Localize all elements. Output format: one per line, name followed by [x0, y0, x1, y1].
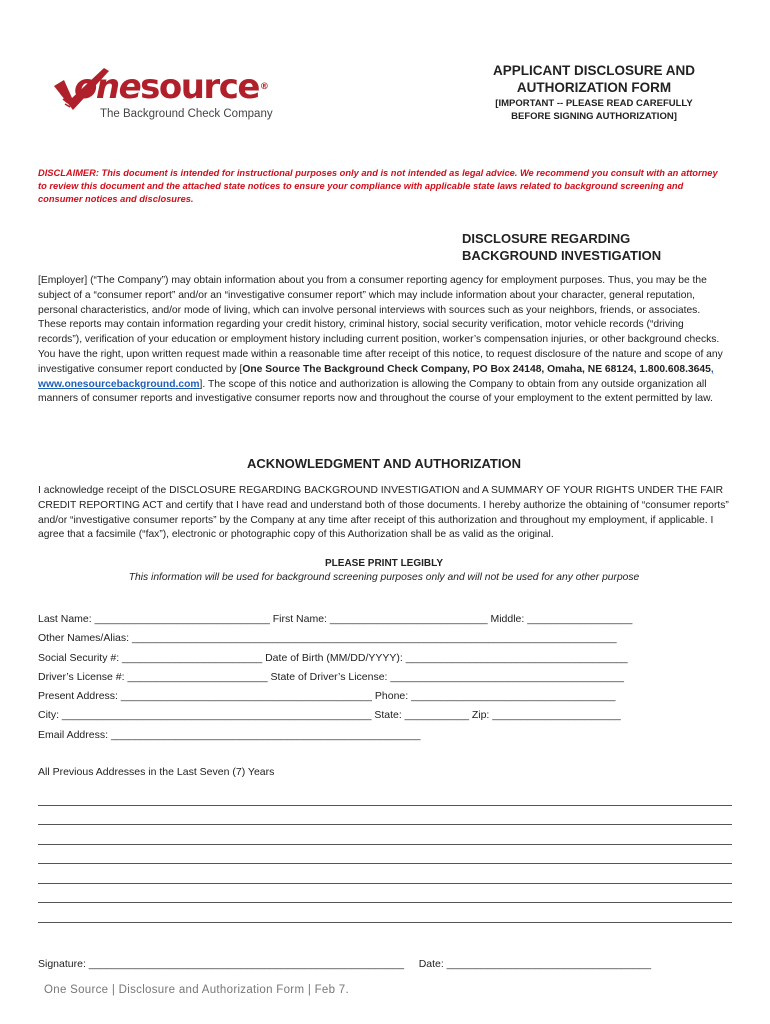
company-address: One Source The Background Check Company, PO Box 24148, Omaha, NE 68124, 1.800.608.3645 — [242, 363, 711, 375]
page-footer: One Source | Disclosure and Authorization Form | Feb 7. — [44, 984, 349, 996]
name-fields-row[interactable]: Last Name: ______________________________ First Name: ___________________________ Middle: __________________ — [38, 613, 633, 625]
previous-address-line-4[interactable] — [38, 863, 732, 864]
disclosure-heading-line1: DISCLOSURE REGARDING — [462, 231, 631, 246]
previous-address-line-7[interactable] — [38, 922, 732, 923]
print-legibly-note: This information will be used for background screening purposes only and will not be used for any other purpose — [128, 572, 640, 583]
disclosure-text-end: ]. The scope of this notice and authorization is allowing the Company to obtain from any outside organization all manners of consumer reports and investigative consumer reports now and throughout the course of your employment to the extent permitted by law. — [38, 378, 713, 405]
disclosure-heading — [462, 230, 712, 264]
website-link[interactable]: www.onesourcebackground.com — [38, 378, 200, 390]
print-legibly-heading: PLEASE PRINT LEGIBLY — [325, 558, 443, 569]
alias-field-row[interactable]: Other Names/Alias: ___________________________________________________________________________________ — [38, 632, 617, 644]
email-field-row[interactable]: Email Address: _____________________________________________________ — [38, 729, 421, 741]
website-link-comma: , — [710, 363, 714, 375]
previous-address-line-5[interactable] — [38, 883, 732, 884]
logo-one: one — [74, 67, 141, 107]
registered-mark: ® — [259, 82, 268, 92]
disclosure-paragraph — [38, 274, 730, 407]
important-line1: [IMPORTANT -- PLEASE READ CAREFULLY — [495, 98, 693, 109]
logo-tagline: The Background Check Company — [100, 108, 273, 120]
previous-address-line-1[interactable] — [38, 805, 732, 806]
disclaimer-text: DISCLAIMER: This document is intended for instructional purposes only and is not intended as legal advice. We recommend you consult with an attorney to review this document and the attached state notices to ensure your compliance with applicable state laws related to background screening and consumer notices and disclosures. — [38, 168, 718, 204]
drivers-license-row[interactable]: Driver’s License #: ________________________ State of Driver’s License: ________________________________________ — [38, 671, 624, 683]
acknowledgment-heading: ACKNOWLEDGMENT AND AUTHORIZATION — [247, 456, 521, 471]
acknowledgment-paragraph: I acknowledge receipt of the DISCLOSURE REGARDING BACKGROUND INVESTIGATION and A SUMMARY OF YOUR RIGHTS UNDER THE FAIR CREDIT REPORTING ACT and certify that I have read and understand both of those documents. I hereby authorize the obtaining of “consumer reports” and/or “investigative consumer reports” by the Company at any time after receipt of this authorization and throughout my employment, if applicable. I agree that a facsimile (“fax”), electronic or photographic copy of this Authorization shall be as valid as the original. — [38, 485, 729, 541]
previous-addresses-label: All Previous Addresses in the Last Seven (7) Years — [38, 766, 275, 778]
signature-date-row[interactable]: Signature: ______________________________________________________ Date: ___________________________________ — [38, 958, 652, 970]
form-title-line1: APPLICANT DISCLOSURE AND — [492, 63, 695, 78]
disclosure-text-start: [Employer] (“The Company”) may obtain information about you from a consumer reporting agency for employment purposes. Thus, you may be the subject of a “consumer report” and/or an “investigative consumer report” which may include information about your character, general reputation, personal characteristics, and/or mode of living, which can involve personal interviews with sources such as your neighbors, friends, or associates. These reports may contain information regarding your credit history, criminal history, social security verification, motor vehicle records (“driving records”), verification of your education or employment history including current position, worker’s compensation injuries, or other background checks. You have the right, upon written request made within a reasonable time after receipt of this notice, to request disclosure of the nature and scope of any investigative consumer report conducted by [ — [38, 275, 723, 375]
previous-address-line-6[interactable] — [38, 902, 732, 903]
form-title — [470, 62, 718, 96]
disclosure-heading-line2: BACKGROUND INVESTIGATION — [462, 248, 662, 263]
important-line2: BEFORE SIGNING AUTHORIZATION] — [511, 110, 677, 122]
city-state-zip-row[interactable]: City: _____________________________________________________ State: ___________ Zip: ______________________ — [38, 709, 621, 721]
previous-address-line-3[interactable] — [38, 844, 732, 845]
logo-wordmark — [74, 67, 268, 107]
form-title-line2: AUTHORIZATION FORM — [516, 80, 672, 95]
address-phone-row[interactable]: Present Address: ___________________________________________ Phone: ___________________________________ — [38, 690, 616, 702]
ssn-dob-row[interactable]: Social Security #: ________________________ Date of Birth (MM/DD/YYYY): ______________________________________ — [38, 652, 628, 664]
previous-address-line-2[interactable] — [38, 824, 732, 825]
important-note — [470, 98, 718, 123]
onesource-logo — [52, 64, 302, 128]
logo-source: source — [140, 67, 259, 107]
